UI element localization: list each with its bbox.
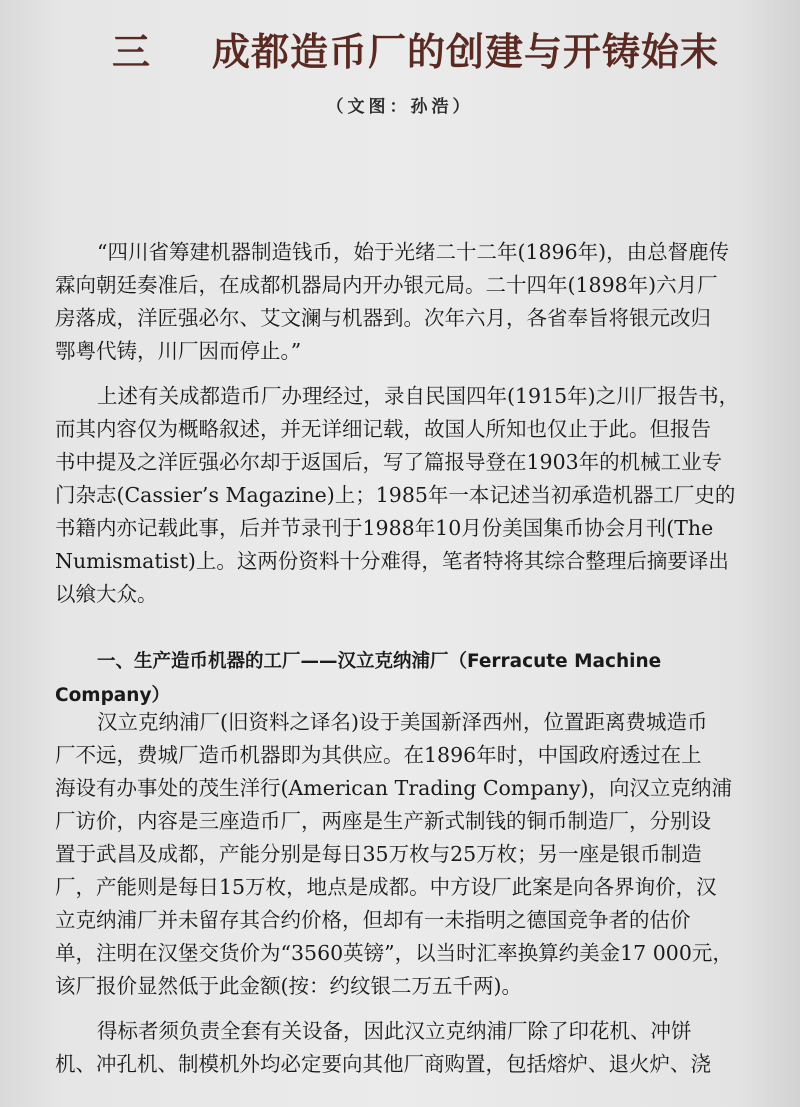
text-line: 厂，产能则是每日15万枚，地点是成都。中方设厂此案是向各界询价，汉 — [55, 875, 717, 899]
text-line: 单，注明在汉堡交货价为“3560英镑”，以当时汇率换算约美金17 000元， — [55, 941, 733, 965]
byline: （文图：孙浩） — [326, 97, 474, 117]
text-line: 房落成，洋匠强必尔、艾文澜与机器到。次年六月，各省奉旨将银元改归 — [55, 306, 711, 330]
text-line: 上述有关成都造币厂办理经过，录自民国四年(1915年)之川厂报告书， — [97, 384, 740, 408]
text-line: 该厂报价显然低于此金额(按：约纹银二万五千两)。 — [55, 974, 522, 998]
text-line: 书籍内亦记载此事，后并节录刊于1988年10月份美国集币协会月刊(The — [55, 516, 714, 540]
text-line: 汉立克纳浦厂(旧资料之译名)设于美国新泽西州，位置距离费城造币 — [97, 710, 708, 734]
text-line: 鄂粤代铸，川厂因而停止。” — [55, 339, 302, 363]
text-line: 海设有办事处的茂生洋行(American Trading Company)，向汉立克纳浦 — [55, 776, 732, 800]
paragraph-4 — [55, 1015, 755, 1081]
paragraph-3 — [55, 706, 755, 1003]
section-heading — [55, 645, 755, 713]
text-line: 霖向朝廷奏准后，在成都机器局内开办银元局。二十四年(1898年)六月厂 — [55, 273, 718, 297]
text-line: 书中提及之洋匠强必尔却于返国后，写了篇报导登在1903年的机械工业专 — [55, 450, 723, 474]
text-line: 而其内容仅为概略叙述，并无详细记载，故国人所知也仅止于此。但报告 — [55, 417, 711, 441]
paragraph-2 — [55, 380, 755, 611]
chapter-number: 三 — [112, 30, 151, 74]
chapter-title — [0, 22, 800, 82]
text-line: 得标者须负责全套有关设备，因此汉立克纳浦厂除了印花机、冲饼 — [97, 1019, 692, 1043]
heading-line: Company） — [55, 685, 171, 706]
text-line: 以飨大众。 — [55, 582, 158, 606]
text-line: 厂不远，费城厂造币机器即为其供应。在1896年时，中国政府透过在上 — [55, 743, 702, 767]
text-line: 厂访价，内容是三座造币厂，两座是生产新式制钱的铜币制造厂，分别设 — [55, 809, 711, 833]
chapter-title-text: 成都造币厂的创建与开铸始末 — [212, 30, 720, 74]
text-line: 立克纳浦厂并未留存其合约价格，但却有一未指明之德国竞争者的估价 — [55, 908, 691, 932]
text-line: Numismatist)上。这两份资料十分难得，笔者特将其综合整理后摘要译出 — [55, 549, 729, 573]
text-line: 机、冲孔机、制模机外均必定要向其他厂商购置，包括熔炉、退火炉、浇 — [55, 1052, 711, 1076]
heading-line: 一、生产造币机器的工厂——汉立克纳浦厂（Ferracute Machine — [97, 651, 662, 672]
text-line: 置于武昌及成都，产能分别是每日35万枚与25万枚；另一座是银币制造 — [55, 842, 702, 866]
text-line: 门杂志(Cassier’s Magazine)上；1985年一本记述当初承造机器工厂史的 — [55, 483, 736, 507]
quote-paragraph — [55, 236, 755, 368]
text-line: “四川省筹建机器制造钱币，始于光绪二十二年(1896年)，由总督鹿传 — [97, 240, 730, 264]
